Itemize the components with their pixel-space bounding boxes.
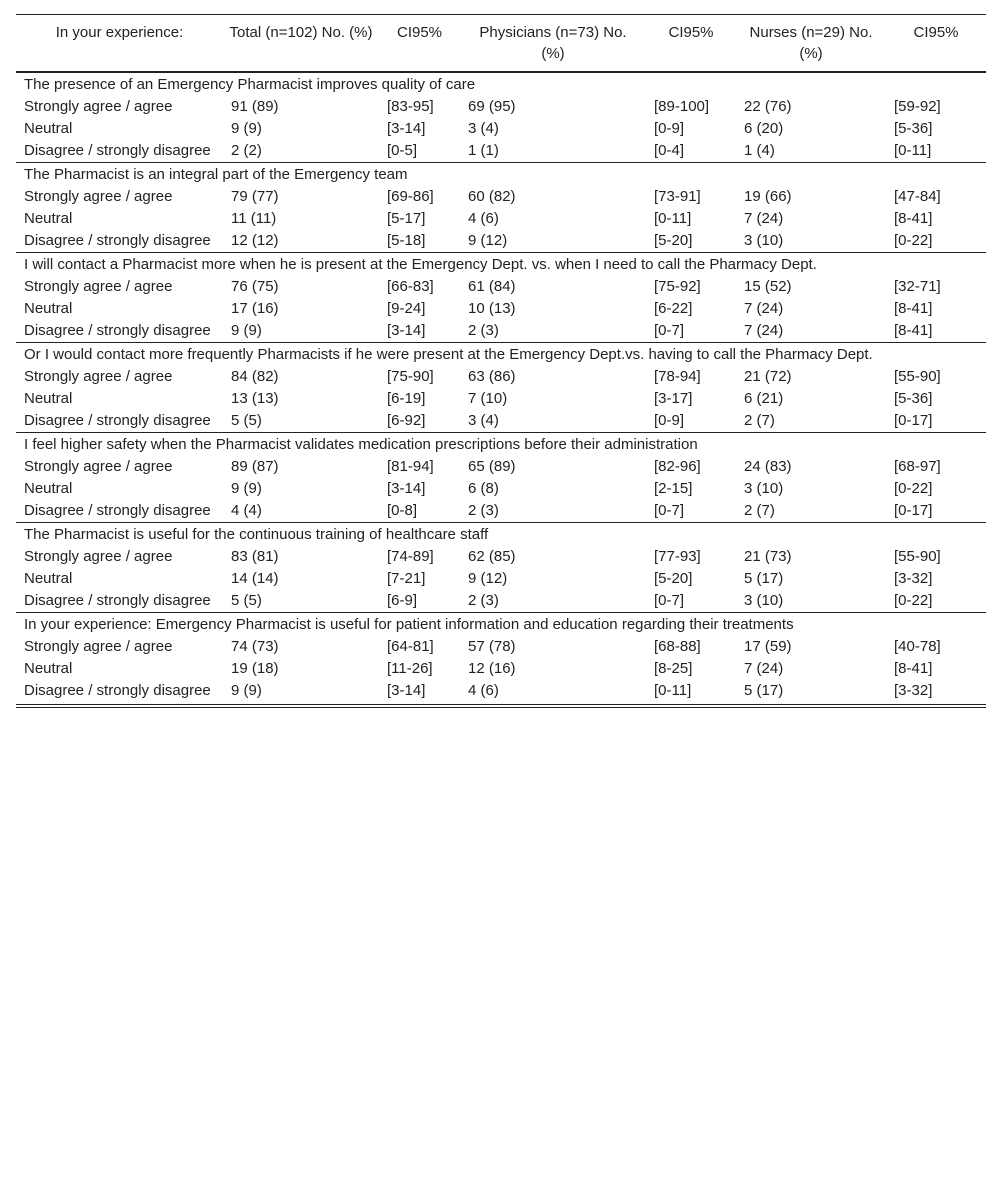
total-ci: [81-94] [387,458,434,475]
table-row [16,298,986,320]
table-row [16,636,986,658]
nurses-ci: [40-78] [894,638,941,655]
total-count: 91 (89) [231,98,279,115]
nurses-ci: [0-17] [894,502,933,519]
table-row [16,478,986,500]
response-label: Neutral [24,570,73,587]
header-nurses-ci: CI95% [913,24,959,41]
table-row [16,500,986,523]
physicians-count: 9 (12) [468,232,508,249]
total-ci: [5-17] [387,210,426,227]
response-label: Neutral [24,390,73,407]
table-row [16,186,986,208]
response-label: Disagree / strongly disagree [24,322,211,339]
total-ci: [5-18] [387,232,426,249]
section-title-row [16,613,986,637]
physicians-ci: [0-7] [654,322,685,339]
nurses-count: 3 (10) [744,232,784,249]
physicians-count: 2 (3) [468,322,499,339]
total-count: 83 (81) [231,548,279,565]
physicians-ci: [75-92] [654,278,701,295]
section-title-row [16,253,986,277]
total-ci: [6-19] [387,390,426,407]
total-ci: [3-14] [387,682,426,699]
total-count: 9 (9) [231,322,262,339]
physicians-count: 62 (85) [468,548,516,565]
response-label: Disagree / strongly disagree [24,592,211,609]
physicians-ci: [68-88] [654,638,701,655]
total-ci: [6-92] [387,412,426,429]
total-count: 84 (82) [231,368,279,385]
total-count: 12 (12) [231,232,279,249]
response-label: Strongly agree / agree [24,278,173,295]
nurses-ci: [0-11] [894,142,932,159]
physicians-count: 60 (82) [468,188,516,205]
nurses-ci: [0-22] [894,480,933,497]
nurses-ci: [3-32] [894,682,933,699]
physicians-count: 1 (1) [468,142,499,159]
section-title: The Pharmacist is an integral part of the Emergency team [24,166,408,183]
physicians-ci: [0-9] [654,412,685,429]
physicians-ci: [78-94] [654,368,701,385]
survey-results-table [16,14,986,708]
response-label: Neutral [24,300,73,317]
total-count: 4 (4) [231,502,262,519]
nurses-ci: [8-41] [894,300,933,317]
physicians-count: 3 (4) [468,412,499,429]
header-question: In your experience: [55,24,184,41]
nurses-count: 2 (7) [744,412,775,429]
table-body [16,72,986,702]
total-count: 5 (5) [231,412,262,429]
nurses-count: 5 (17) [744,570,784,587]
response-label: Disagree / strongly disagree [24,232,211,249]
nurses-count: 24 (83) [744,458,792,475]
total-ci: [6-9] [387,592,418,609]
nurses-count: 2 (7) [744,502,775,519]
nurses-ci: [5-36] [894,120,933,137]
section-title: The presence of an Emergency Pharmacist improves quality of care [24,76,476,93]
total-count: 2 (2) [231,142,262,159]
section-title: Or I would contact more frequently Pharmacists if he were present at the Emergency Dept.vs. having to call the Pharmacy Dept. [24,346,873,363]
nurses-ci: [0-22] [894,232,933,249]
physicians-count: 3 (4) [468,120,499,137]
nurses-count: 15 (52) [744,278,792,295]
physicians-count: 10 (13) [468,300,516,317]
header-physicians: Physicians (n=73) No. (%) [479,24,627,62]
physicians-ci: [0-9] [654,120,685,137]
nurses-ci: [0-17] [894,412,933,429]
total-ci: [0-5] [387,142,418,159]
nurses-ci: [8-41] [894,660,933,677]
total-ci: [11-26] [387,660,433,677]
response-label: Strongly agree / agree [24,458,173,475]
total-ci: [3-14] [387,480,426,497]
physicians-count: 9 (12) [468,570,508,587]
nurses-count: 21 (72) [744,368,792,385]
response-label: Disagree / strongly disagree [24,142,211,159]
table-row [16,410,986,433]
total-count: 9 (9) [231,682,262,699]
response-label: Neutral [24,480,73,497]
table-row [16,590,986,613]
physicians-count: 4 (6) [468,682,499,699]
section-title: In your experience: Emergency Pharmacist is useful for patient information and education regarding their treatments [24,616,794,633]
nurses-count: 3 (10) [744,480,784,497]
total-count: 11 (11) [231,210,277,227]
total-ci: [64-81] [387,638,434,655]
nurses-count: 1 (4) [744,142,775,159]
total-ci: [0-8] [387,502,418,519]
total-ci: [74-89] [387,548,434,565]
total-ci: [75-90] [387,368,434,385]
physicians-ci: [6-22] [654,300,693,317]
nurses-count: 6 (20) [744,120,784,137]
nurses-count: 21 (73) [744,548,792,565]
response-label: Strongly agree / agree [24,98,173,115]
nurses-count: 17 (59) [744,638,792,655]
physicians-ci: [77-93] [654,548,701,565]
physicians-ci: [0-11] [654,682,692,699]
physicians-ci: [0-7] [654,502,685,519]
nurses-count: 6 (21) [744,390,784,407]
response-label: Strongly agree / agree [24,188,173,205]
table-row [16,276,986,298]
table-bottom-rule [16,704,986,708]
header-total: Total (n=102) No. (%) [229,24,373,41]
table-row [16,208,986,230]
response-label: Neutral [24,120,73,137]
nurses-count: 19 (66) [744,188,792,205]
physicians-ci: [2-15] [654,480,693,497]
response-label: Disagree / strongly disagree [24,502,211,519]
total-count: 79 (77) [231,188,279,205]
physicians-ci: [82-96] [654,458,701,475]
physicians-count: 2 (3) [468,592,499,609]
total-ci: [7-21] [387,570,426,587]
total-count: 13 (13) [231,390,279,407]
nurses-count: 7 (24) [744,660,784,677]
physicians-ci: [0-4] [654,142,685,159]
header-nurses: Nurses (n=29) No. (%) [749,24,873,62]
response-label: Disagree / strongly disagree [24,412,211,429]
nurses-ci: [8-41] [894,210,933,227]
total-ci: [69-86] [387,188,434,205]
total-ci: [3-14] [387,120,426,137]
physicians-ci: [5-20] [654,570,693,587]
nurses-count: 7 (24) [744,300,784,317]
total-count: 19 (18) [231,660,279,677]
table-row [16,320,986,343]
physicians-ci: [0-11] [654,210,692,227]
physicians-ci: [3-17] [654,390,693,407]
response-label: Strongly agree / agree [24,638,173,655]
total-ci: [9-24] [387,300,426,317]
section-title-row [16,343,986,367]
nurses-count: 7 (24) [744,322,784,339]
nurses-ci: [55-90] [894,368,941,385]
section-title-row [16,163,986,187]
section-title: I will contact a Pharmacist more when he is present at the Emergency Dept. vs. when I need to call the Pharmacy Dept. [24,256,817,273]
physicians-count: 63 (86) [468,368,516,385]
table-row [16,568,986,590]
section-title-row [16,72,986,96]
nurses-count: 3 (10) [744,592,784,609]
total-count: 89 (87) [231,458,279,475]
header-row [16,15,986,73]
header-physicians-ci: CI95% [668,24,714,41]
table-row [16,96,986,118]
total-ci: [3-14] [387,322,426,339]
total-count: 9 (9) [231,120,262,137]
section-title: I feel higher safety when the Pharmacist validates medication prescriptions before their administration [24,436,698,453]
total-ci: [66-83] [387,278,434,295]
total-count: 5 (5) [231,592,262,609]
header-total-ci: CI95% [396,24,443,41]
nurses-ci: [55-90] [894,548,941,565]
physicians-count: 7 (10) [468,390,508,407]
nurses-ci: [47-84] [894,188,941,205]
table-row [16,680,986,702]
nurses-count: 22 (76) [744,98,792,115]
physicians-count: 2 (3) [468,502,499,519]
physicians-count: 69 (95) [468,98,516,115]
section-title-row [16,523,986,547]
physicians-ci: [0-7] [654,592,685,609]
physicians-count: 6 (8) [468,480,499,497]
physicians-count: 65 (89) [468,458,516,475]
physicians-ci: [89-100] [654,98,710,115]
table-row [16,546,986,568]
physicians-ci: [73-91] [654,188,701,205]
nurses-ci: [59-92] [894,98,941,115]
table-header [16,15,986,73]
total-count: 14 (14) [231,570,279,587]
table-row [16,230,986,253]
response-label: Neutral [24,660,73,677]
total-count: 74 (73) [231,638,279,655]
response-label: Strongly agree / agree [24,548,173,565]
total-count: 76 (75) [231,278,279,295]
nurses-ci: [3-32] [894,570,933,587]
nurses-ci: [32-71] [894,278,941,295]
nurses-ci: [0-22] [894,592,933,609]
physicians-count: 4 (6) [468,210,499,227]
section-title-row [16,433,986,457]
table-row [16,118,986,140]
physicians-count: 12 (16) [468,660,516,677]
response-label: Neutral [24,210,73,227]
nurses-count: 7 (24) [744,210,784,227]
table-row [16,658,986,680]
table-row [16,366,986,388]
table-row [16,388,986,410]
nurses-ci: [68-97] [894,458,941,475]
table-row [16,456,986,478]
response-label: Strongly agree / agree [24,368,173,385]
nurses-count: 5 (17) [744,682,784,699]
nurses-ci: [8-41] [894,322,933,339]
total-count: 9 (9) [231,480,262,497]
physicians-count: 61 (84) [468,278,516,295]
table-row [16,140,986,163]
total-ci: [83-95] [387,98,434,115]
physicians-ci: [8-25] [654,660,693,677]
physicians-ci: [5-20] [654,232,693,249]
section-title: The Pharmacist is useful for the continuous training of healthcare staff [24,526,489,543]
total-count: 17 (16) [231,300,279,317]
nurses-ci: [5-36] [894,390,933,407]
response-label: Disagree / strongly disagree [24,682,211,699]
physicians-count: 57 (78) [468,638,516,655]
